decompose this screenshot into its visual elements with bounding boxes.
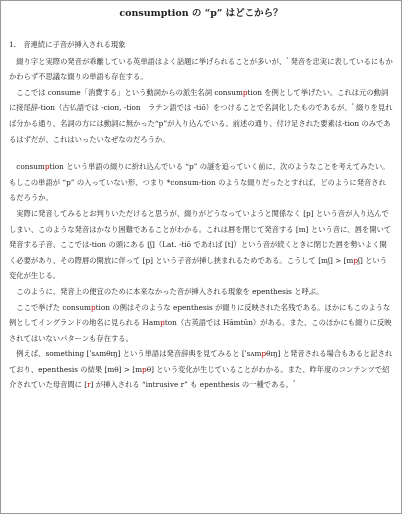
paragraph: このように、発音上の便宜のために本来なかった音が挿入される現象を epenthesis と呼ぶ。 [16,286,324,296]
document-page [9,7,393,393]
paragraph: 綴り字と実際の発音が乖離している英単語はよく話題に挙げられることが多いが、$^{^1}$ 発音を忠実に表しているにもかかわらず不思議な綴りの単語も存在する。 [9,56,393,82]
paragraph: ここでは consume「消費する」という動詞からの派生名詞 consumption を例として挙げたい。これは元の動詞に接尾辞-tion（古仏語では -cion, -tion ラテン語では -tiō）をつけることで名詞化したものであるが、$^{^2}$ 綴りを見れば分かる通り、名詞の方には動詞に無かった“p”が入り込んでいる。前述の通り、付け足された要素は-tion のみであるはずだが、これはいったいなぜなのだろうか。 [9,87,393,144]
paragraph: 例えば、something [ˈsʌmθɪŋ] という単語は発音辞典を見てみると [ˈsʌmpθɪŋ] と発音される場合もあると記されており、epenthesis の結果 [mθ] > [mpθ] という変化が生じていることがわかる。また、昨年度のコンテンツで紹介されていた母音間に [r] が挿入される “intrusive r” も epenthesis の一種である。$^{^3}$ [9,349,393,390]
paragraph: ここで挙げた consumption の例はそのような epenthesis が綴りに反映された名残である。ほかにもこのような例としてイングランドの地名に見られる Hampton（古英語では Hāmtūn）がある。また、このほかにも綴りに反映されてはいないパターンも存在する。 [9,302,392,343]
paragraph: consumption という単語の綴りに紛れ込んでいる “p” の謎を追っていく前に、次のようなことを考えてみたい。もしこの単語が “p” の入っていない形、つまり *consum-tion のような綴りだったとすれば、どのように発音されるだろうか。 [9,162,390,203]
document-title: consumption の “p” はどこから？ [119,8,283,19]
paragraph-gap [9,147,393,159]
section-heading: 1. 音連続に子音が挿入される現象 [9,40,126,49]
paragraph: 実際に発音してみるとお判りいただけると思うが、綴りがどうなっていようと関係なく [p] という音が入り込んでしまい、このような発音はかなり困難であることがわかる。これは唇を閉じて発音する [m] という音に、唇を開いて発音する子音、ここでは-tion の頭にある [ʃ]（Lat. -tiō であれば [t]）という音が続くときに閉じた唇を勢いよく開く必要があり、その際唇の開放に伴って [p] という子音が挿し挟まれるためである。こうして [mʃ] > [mpʃ] という変化が生じる。 [9,208,392,281]
